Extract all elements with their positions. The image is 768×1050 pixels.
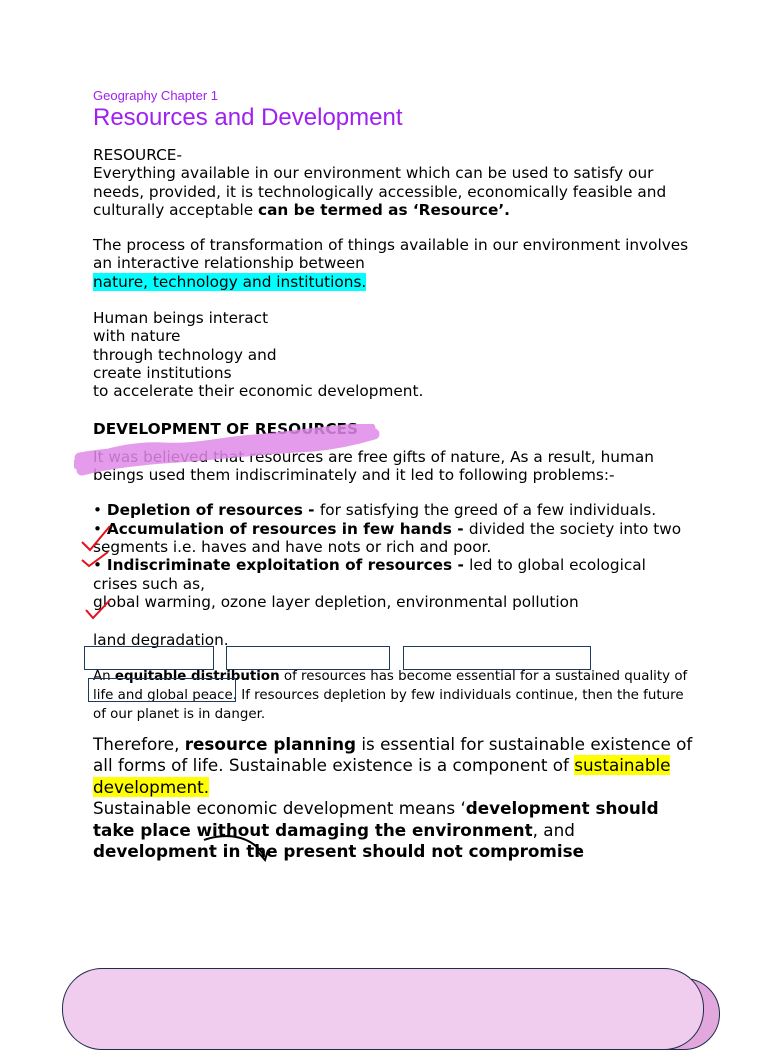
human-line: through technology and	[93, 345, 277, 364]
list-item: • Indiscriminate exploitation of resources - led to global ecological crises such as,	[93, 556, 646, 593]
check-mark-icon	[80, 522, 114, 570]
development-heading: DEVELOPMENT OF RESOURCES	[93, 419, 359, 438]
resource-heading: RESOURCE-	[93, 146, 182, 164]
page-title: Resources and Development	[93, 104, 403, 131]
crisis-box-ozone	[226, 646, 390, 670]
crisis-box-land-degradation	[88, 678, 236, 702]
list-item: • Depletion of resources - for satisfying the greed of a few individuals.	[93, 501, 657, 520]
human-block	[93, 309, 693, 400]
list-item: • Accumulation of resources in few hands - divided the society into two segments i.e. haves and have nots or rich and poor.	[93, 519, 682, 557]
crisis-box-pollution	[403, 646, 591, 670]
problems-list	[93, 501, 693, 649]
human-line: Human beings interact	[93, 309, 269, 328]
crises-last: land degradation.	[93, 631, 229, 650]
crisis-box-global-warming	[84, 646, 214, 670]
human-line: with nature	[93, 327, 181, 346]
human-line: create institutions	[93, 363, 232, 382]
human-line: to accelerate their economic development.	[93, 382, 424, 401]
curved-arrow-icon	[200, 828, 280, 868]
sustainable-paragraph: Sustainable economic development means ‘development should take place without damaging the environment, and development in the present should not compromise	[93, 798, 659, 862]
planning-paragraph: Therefore, resource planning is essential for sustainable existence of all forms of life. Sustainable existence is a component of sustainable development.	[93, 733, 693, 797]
note-card	[62, 968, 704, 1050]
check-mark-icon	[84, 598, 114, 622]
equitable-paragraph: An equitable distribution of resources has become essential for a sustained quality of life and global peace. If resources depletion by few individuals continue, then the future of our planet is in danger.	[93, 668, 688, 722]
development-intro: It was believed that resources are free gifts of nature, As a result, human beings used them indiscriminately and it led to following problems:-	[93, 447, 654, 485]
highlighter-scribble	[74, 424, 384, 476]
crises-line: global warming, ozone layer depletion, environmental pollution	[93, 592, 579, 611]
chapter-label: Geography Chapter 1	[93, 88, 219, 103]
resource-definition: Everything available in our environment which can be used to satisfy our needs, provided, it is technologically accessible, economically feasible and culturally acceptable can be termed as ‘Resource’.	[93, 164, 667, 219]
process-paragraph: The process of transformation of things available in our environment involves an interactive relationship between	[93, 236, 689, 273]
process-highlight: nature, technology and institutions.	[93, 272, 367, 291]
